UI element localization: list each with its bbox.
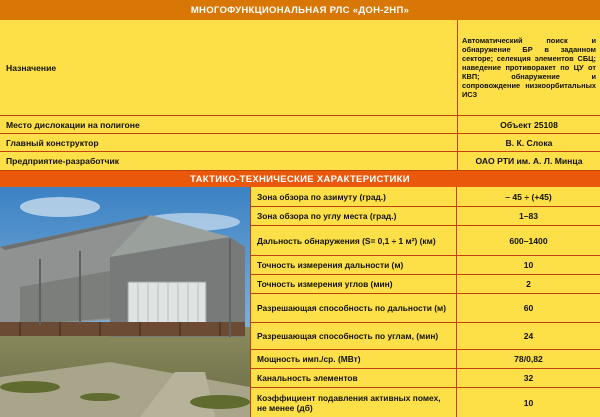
spec-label: Точность измерения дальности (м) — [250, 256, 455, 274]
spec-row — [250, 275, 600, 294]
spec-label: Коэффициент подавления активных помех, не менее (дб) — [250, 388, 455, 417]
radar-building-photo — [0, 187, 250, 417]
info-label: Назначение — [6, 62, 57, 73]
spec-label: Мощность имп./ср. (МВт) — [250, 350, 455, 368]
spec-row — [250, 323, 600, 350]
spec-value: 1–83 — [456, 207, 600, 225]
info-value: Объект 25108 — [457, 116, 600, 133]
spec-row — [250, 256, 600, 275]
spec-label: Зона обзора по углу места (град.) — [250, 207, 455, 225]
info-label: Предприятие-разработчик — [6, 156, 120, 166]
spec-value: 24 — [456, 323, 600, 349]
info-row-purpose — [0, 20, 600, 116]
info-row-developer — [0, 152, 600, 171]
spec-row — [250, 388, 600, 417]
spec-label: Канальность элементов — [250, 369, 455, 387]
info-value: В. К. Слока — [457, 134, 600, 151]
info-row-chief-designer — [0, 134, 600, 152]
info-value: Автоматический поиск и обнаружение БР в заданном секторе; селекция элементов СБЦ; наведение противоракет по ЦУ от КВП; обнаружение и сопровождение низкоорбитальных ИСЗ — [457, 20, 600, 115]
info-label: Место дислокации на полигоне — [6, 119, 140, 130]
spec-label: Зона обзора по азимуту (град.) — [250, 187, 455, 206]
spec-value: 78/0,82 — [456, 350, 600, 368]
spec-row — [250, 369, 600, 388]
spec-value: 2 — [456, 275, 600, 293]
info-value: ОАО РТИ им. А. Л. Минца — [457, 152, 600, 170]
info-label: Главный конструктор — [6, 137, 99, 148]
spec-row — [250, 350, 600, 369]
page-title: МНОГОФУНКЦИОНАЛЬНАЯ РЛС «ДОН-2НП» — [0, 0, 600, 20]
spec-value: 10 — [456, 388, 600, 417]
spec-value: 600–1400 — [456, 226, 600, 255]
spec-value: – 45 ÷ (+45) — [456, 187, 600, 206]
spec-row — [250, 226, 600, 256]
spec-label: Точность измерения углов (мин) — [250, 275, 455, 293]
spec-label: Дальность обнаружения (S= 0,1 ÷ 1 м²) (км) — [250, 226, 455, 255]
spec-row — [250, 187, 600, 207]
section-title: ТАКТИКО-ТЕХНИЧЕСКИЕ ХАРАКТЕРИСТИКИ — [0, 171, 600, 187]
spec-label: Разрешающая способность по дальности (м) — [250, 294, 455, 322]
spec-row — [250, 294, 600, 323]
spec-value: 60 — [456, 294, 600, 322]
spec-label: Разрешающая способность по углам, (мин) — [250, 323, 455, 349]
spec-row — [250, 207, 600, 226]
spec-value: 32 — [456, 369, 600, 387]
spec-value: 10 — [456, 256, 600, 274]
info-row-location — [0, 116, 600, 134]
